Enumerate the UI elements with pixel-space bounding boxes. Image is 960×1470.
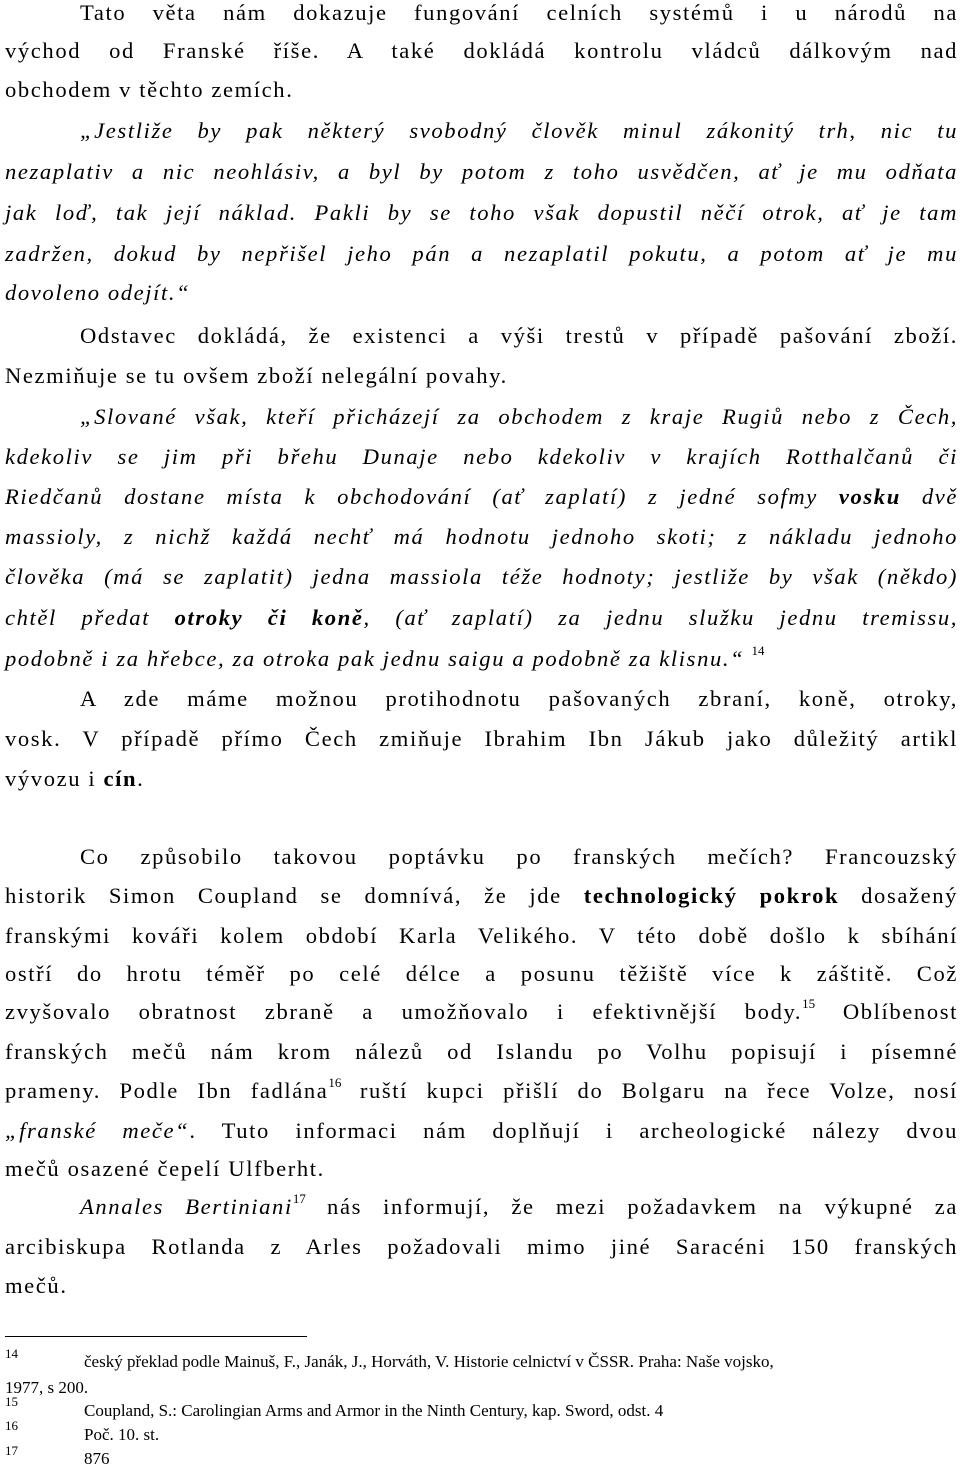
text-line: Co způsobilo takovou poptávku po franských mečích? Francouzský [80,844,958,869]
quote-line [5,484,958,510]
text-run: historik Simon Coupland se domnívá, že jde [5,883,562,908]
footnote-text: český překlad podle Mainuš, F., Janák, J., Horváth, V. Historie celnictví v ČSSR. Praha: Naše vojsko, [84,1352,774,1371]
bold-term: vosku [838,484,901,509]
text-line: obchodem v těchto zemích. [5,77,294,102]
text-line: Nezmiňuje se tu ovšem zboží nelegální povahy. [5,363,508,388]
quote-line: massioly, z nichž každá nechť má hodnotu jednoho skoti; z nákladu jednoho [5,524,958,549]
text-line: A zde máme možnou protihodnotu pašovaných zbraní, koně, otroky, [80,686,958,711]
bold-term: technologický pokrok [583,883,840,908]
footnote-ref: 16 [328,1075,342,1090]
text-run: dosažený [861,883,959,908]
text-line: franskými kováři kolem období Karla Velikého. V této době došlo k sbíhání [5,923,958,948]
footnote-number: 14 [5,1346,18,1361]
quote-line: nezaplativ a nic neohlásiv, a byl by potom z toho usvědčen, ať je mu odňata [5,159,958,184]
quote-line: zadržen, dokud by nepřišel jeho pán a nezaplatil pokutu, a potom ať je mu [5,241,958,266]
footnote-ref: 15 [802,996,816,1011]
quote-line [5,605,958,631]
bold-term: cín [103,766,138,791]
text-line: mečů osazené čepelí Ulfberht. [5,1156,325,1181]
text-line [5,996,958,1025]
text-line: mečů. [5,1273,68,1298]
quote-line: dovoleno odejít.“ [5,280,191,305]
text-run: podobně i za hřebce, za otroka pak jednu saigu a podobně za klisnu.“ [5,646,745,671]
text-line [5,1118,958,1144]
footnote-text: 1977, s 200. [5,1378,89,1397]
footnote-ref: 14 [751,643,765,658]
text-run: Riedčanů dostane místa k obchodování (ať zaplatí) z jedné sofmy [5,484,818,509]
bold-term: otroky či koně [174,605,364,630]
quote-line: jak loď, tak její náklad. Pakli by se toho však dopustil něčí otrok, ať je tam [5,200,958,225]
quote-line: kdekoliv se jim při břehu Dunaje nebo kdekoliv v krajích Rotthalčanů či [5,444,958,469]
text-line [5,883,958,909]
text-line: ostří do hrotu téměř po celé délce a posunu těžiště více k záštitě. Což [5,961,958,986]
text-line [80,1191,958,1220]
quote-line: „Slované však, kteří přicházejí za obchodem z kraje Rugiů nebo z Čech, [80,404,958,429]
text-run: prameny. Podle Ibn fadlána [5,1078,329,1103]
text-run: nás informují, že mezi požadavkem na výkupné za [327,1194,958,1219]
text-run: , (ať zaplatí) za jednu služku jednu tremissu, [363,605,959,630]
text-run: . Tuto informaci nám doplňují i archeologické nálezy dvou [189,1118,959,1143]
quote-line: člověka (má se zaplatit) jedna massiola téže hodnoty; jestliže by však (někdo) [5,564,958,589]
text-line [5,1075,958,1104]
text-run: ruští kupci přišlí do Bolgaru na řece Volze, nosí [359,1078,958,1103]
text-run: dvě [921,484,958,509]
italic-term: „franské meče“ [5,1118,190,1143]
footnote-text: Coupland, S.: Carolingian Arms and Armor in the Ninth Century, kap. Sword, odst. 4 [84,1401,664,1420]
footnote-text: 876 [84,1449,110,1468]
text-run: Oblíbenost [842,999,958,1024]
text-line: Odstavec dokládá, že existenci a výši trestů v případě pašování zboží. [80,323,958,348]
text-run: . [137,766,145,791]
text-line: arcibiskupa Rotlanda z Arles požadovali mimo jiné Saracéni 150 franských [5,1234,958,1259]
footnote-separator [5,1336,307,1337]
footnote-text: Poč. 10. st. [84,1425,160,1444]
text-run: zvyšovalo obratnost zbraně a umožňovalo i efektivnější body. [5,999,803,1024]
italic-term: Annales Bertiniani [80,1194,293,1219]
footnote-number: 17 [5,1443,18,1458]
footnote-number: 16 [5,1418,18,1433]
text-run: vývozu i [5,766,97,791]
footnote-ref: 17 [292,1191,306,1206]
quote-line [5,643,958,672]
quote-line: „Jestliže by pak některý svobodný člověk minul zákonitý trh, nic tu [80,118,958,143]
text-line [5,766,958,792]
text-run: chtěl předat [5,605,151,630]
text-line: Tato věta nám dokazuje fungování celních systémů i u národů na [80,0,958,25]
footnote-number: 15 [5,1394,18,1409]
text-line: vosk. V případě přímo Čech zmiňuje Ibrahim Ibn Jákub jako důležitý artikl [5,726,958,751]
text-line: franských mečů nám krom nálezů od Islandu po Volhu popisují i písemné [5,1039,958,1064]
text-line: východ od Franské říše. A také dokládá kontrolu vládců dálkovým nad [5,38,958,63]
